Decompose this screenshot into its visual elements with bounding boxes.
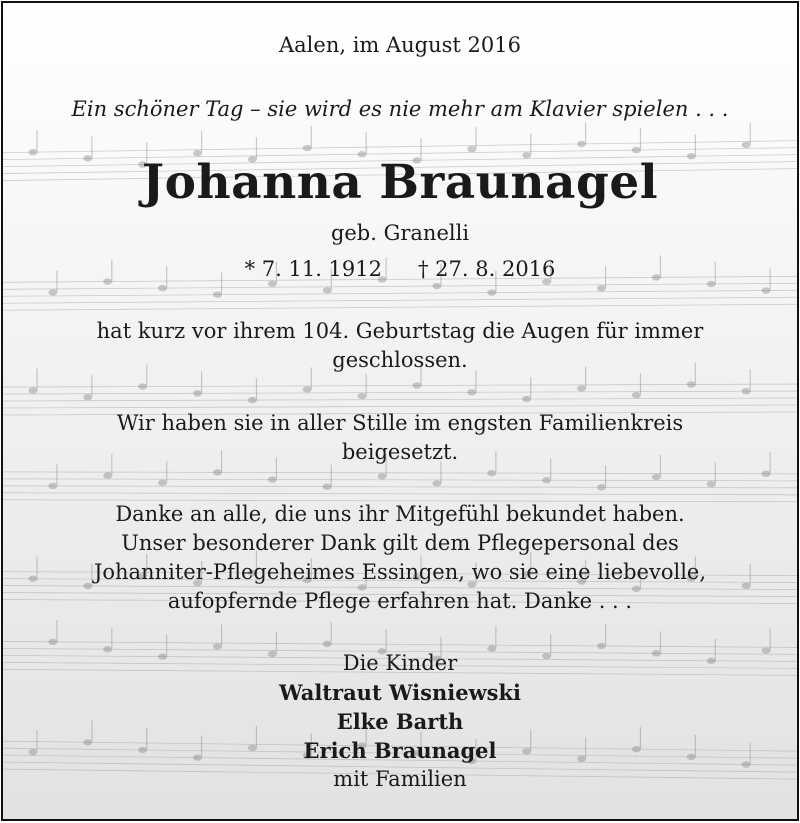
- paragraph-thanks: [3, 500, 797, 616]
- note-head: [432, 480, 441, 486]
- paragraph-burial: [3, 409, 797, 467]
- note-stem: [475, 127, 476, 149]
- note-stem: [495, 627, 496, 649]
- note-head: [248, 397, 257, 403]
- note-stem: [331, 465, 332, 487]
- note-head: [597, 285, 606, 291]
- note-head: [467, 389, 476, 395]
- maiden-name: geb. Granelli: [330, 221, 470, 245]
- note-stem: [331, 622, 332, 644]
- paragraph-death: [3, 317, 797, 375]
- signature-name: Waltraut Wisniewski: [278, 680, 522, 705]
- note-stem: [311, 126, 312, 148]
- note-head: [268, 281, 277, 287]
- signature-name: Erich Braunagel: [303, 738, 497, 763]
- text-line: geschlossen.: [332, 348, 468, 372]
- signature-name: Elke Barth: [336, 709, 464, 734]
- note-stem: [695, 134, 696, 156]
- note-stem: [36, 130, 37, 152]
- birth-date: * 7. 11. 1912: [244, 257, 382, 281]
- note-stem: [605, 465, 606, 487]
- note-head: [762, 471, 771, 477]
- note-stem: [750, 123, 751, 145]
- note-stem: [585, 122, 586, 144]
- note-head: [138, 383, 147, 389]
- note-head: [762, 287, 771, 293]
- note-head: [542, 477, 551, 483]
- note-head: [487, 289, 496, 295]
- note-head: [742, 388, 751, 394]
- obituary-notice: [1, 1, 799, 821]
- note-stem: [640, 128, 641, 150]
- note-head: [158, 480, 167, 486]
- note-head: [48, 289, 57, 295]
- note-head: [487, 470, 496, 476]
- text-line: beigesetzt.: [341, 440, 459, 464]
- note-head: [358, 393, 367, 399]
- note-head: [577, 385, 586, 391]
- note-stem: [386, 629, 387, 651]
- note-head: [48, 483, 57, 489]
- note-head: [597, 484, 606, 490]
- note-head: [323, 483, 332, 489]
- text-line: Unser besonderer Dank gilt dem Pflegepersonal des: [121, 531, 679, 555]
- text-line: hat kurz vor ihrem 104. Geburtstag die Augen für immer: [96, 319, 704, 343]
- note-head: [213, 469, 222, 475]
- note-head: [323, 287, 332, 293]
- death-date: † 27. 8. 2016: [418, 257, 556, 281]
- quote: Ein schöner Tag – sie wird es nie mehr am Klavier spielen . . .: [71, 97, 729, 121]
- note-head: [707, 281, 716, 287]
- note-head: [742, 142, 751, 148]
- deceased-name: Johanna Braunagel: [141, 155, 659, 210]
- note-head: [652, 474, 661, 480]
- note-head: [632, 147, 641, 153]
- note-head: [48, 639, 57, 645]
- text-line: aufopfernde Pflege erfahren hat. Danke . . .: [167, 589, 633, 613]
- note-head: [467, 146, 476, 152]
- note-head: [412, 382, 421, 388]
- note-head: [707, 481, 716, 487]
- life-dates: [3, 257, 797, 281]
- note-head: [83, 394, 92, 400]
- note-head: [432, 283, 441, 289]
- note-head: [303, 145, 312, 151]
- signature-outro: mit Familien: [333, 767, 467, 791]
- note-stem: [366, 132, 367, 154]
- note-stem: [770, 629, 771, 651]
- signature-block: [3, 649, 797, 794]
- note-head: [193, 390, 202, 396]
- note-head: [213, 291, 222, 297]
- note-stem: [221, 625, 222, 647]
- note-head: [103, 472, 112, 478]
- note-stem: [530, 133, 531, 155]
- note-head: [158, 285, 167, 291]
- note-stem: [605, 624, 606, 646]
- note-stem: [640, 373, 641, 395]
- note-head: [323, 641, 332, 647]
- note-stem: [91, 375, 92, 397]
- note-stem: [530, 377, 531, 399]
- note-head: [303, 386, 312, 392]
- note-stem: [256, 378, 257, 400]
- note-head: [378, 473, 387, 479]
- signature-intro: Die Kinder: [342, 651, 458, 675]
- note-head: [522, 396, 531, 402]
- note-stem: [56, 620, 57, 642]
- note-stem: [201, 131, 202, 153]
- text-line: Danke an alle, die uns ihr Mitgefühl bekundet haben.: [115, 502, 685, 526]
- place-date: Aalen, im August 2016: [278, 33, 521, 57]
- text-line: Johanniter-Pflegeheimes Essingen, wo sie eine liebevolle,: [93, 560, 707, 584]
- note-head: [632, 392, 641, 398]
- note-head: [687, 381, 696, 387]
- text-line: Wir haben sie in aller Stille im engsten Familienkreis: [116, 411, 684, 435]
- note-stem: [111, 627, 112, 649]
- note-head: [268, 476, 277, 482]
- note-stem: [56, 464, 57, 486]
- note-head: [28, 387, 37, 393]
- note-head: [577, 141, 586, 147]
- note-stem: [366, 374, 367, 396]
